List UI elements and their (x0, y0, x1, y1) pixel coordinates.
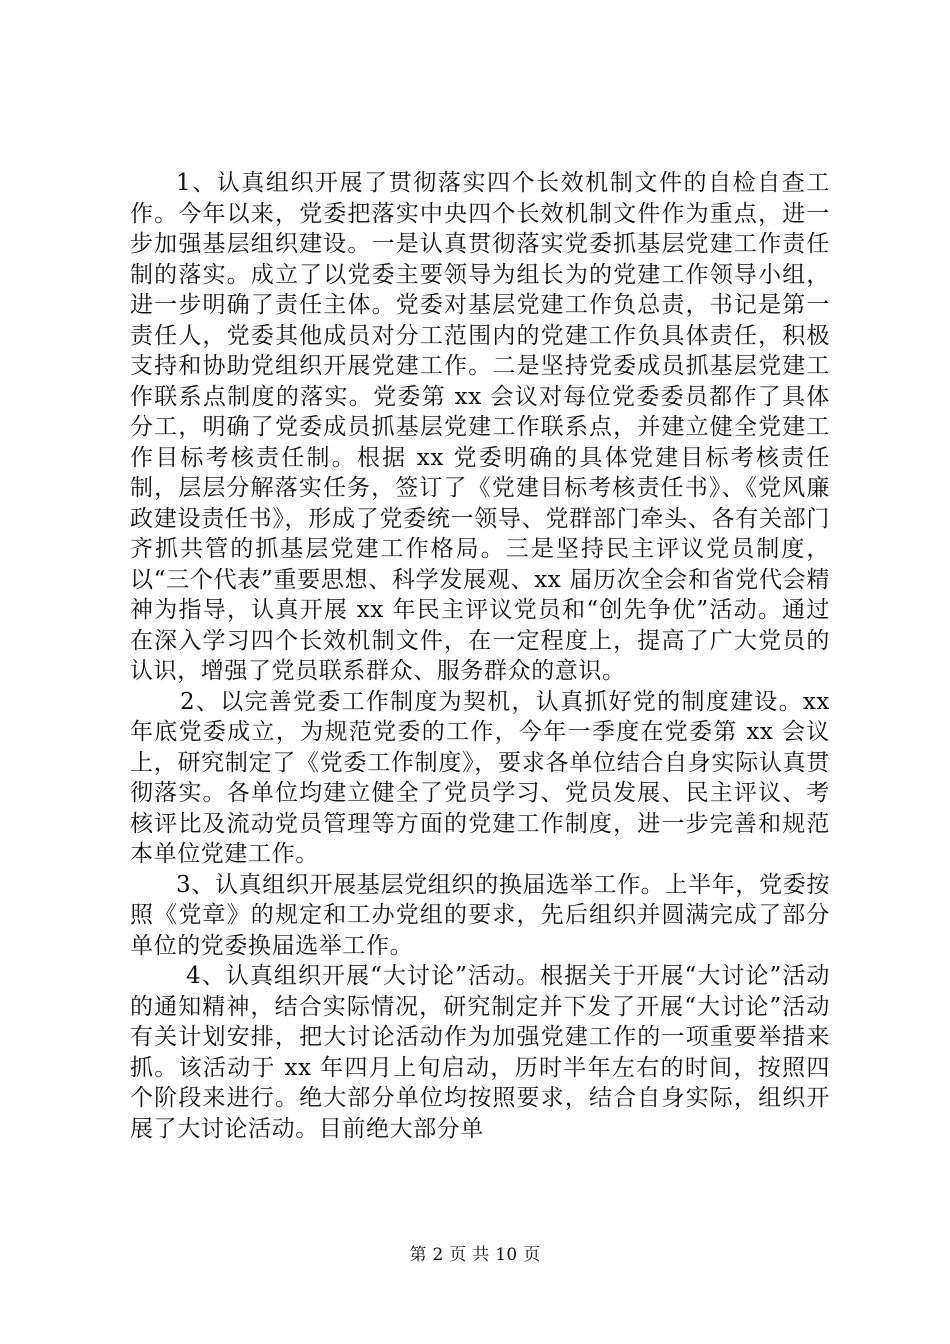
paragraph-3: 3、认真组织开展基层党组织的换届选举工作。上半年，党委按照《党章》的规定和工办党组的要求，先后组织并圆满完成了部分单位的党委换届选举工作。 (130, 871, 830, 959)
paragraph-1: 1、认真组织开展了贯彻落实四个长效机制文件的自检自查工作。今年以来，党委把落实中央四个长效机制文件作为重点，进一步加强基层组织建设。一是认真贯彻落实党委抓基层党建工作责任制的落实。成立了以党委主要领导为组长为的党建工作领导小组，进一步明确了责任主体。党委对基层党建工作负总责，书记是第一责任人，党委其他成员对分工范围内的党建工作负具体责任，积极支持和协助党组织开展党建工作。二是坚持党委成员抓基层党建工作联系点制度的落实。党委第 xx 会议对每位党委委员都作了具体分工，明确了党委成员抓基层党建工作联系点，并建立健全党建工作目标考核责任制。根据 xx 党委明确的具体党建目标考核责任制，层层分解落实任务，签订了《党建目标考核责任书》、《党风廉政建设责任书》，形成了党委统一领导、党群部门牵头、各有关部门齐抓共管的抓基层党建工作格局。三是坚持民主评议党员制度，以“三个代表”重要思想、科学发展观、xx 届历次全会和省党代会精神为指导，认真开展 xx 年民主评议党员和“创先争优”活动。通过在深入学习四个长效机制文件，在一定程度上，提高了广大党员的认识，增强了党员联系群众、服务群众的意识。 (130, 170, 830, 684)
document-body (130, 168, 830, 1144)
paragraph-2: 2、以完善党委工作制度为契机，认真抓好党的制度建设。xx 年底党委成立，为规范党委的工作，今年一季度在党委第 xx 会议上，研究制定了《党委工作制度》，要求各单位结合自身实际认真贯彻落实。各单位均建立健全了党员学习、党员发展、民主评议、考核评比及流动党员管理等方面的党建工作制度，进一步完善和规范本单位党建工作。 (130, 688, 830, 867)
paragraph-4: 4、认真组织开展“大讨论”活动。根据关于开展“大讨论”活动的通知精神，结合实际情况，研究制定并下发了开展“大讨论”活动有关计划安排，把大讨论活动作为加强党建工作的一项重要举措来抓。该活动于 xx 年四月上旬启动，历时半年左右的时间，按照四个阶段来进行。绝大部分单位均按照要求，结合自身实际，组织开展了大讨论活动。目前绝大部分单 (130, 963, 830, 1142)
page-number-footer: 第 2 页 共 10 页 (409, 1245, 541, 1265)
